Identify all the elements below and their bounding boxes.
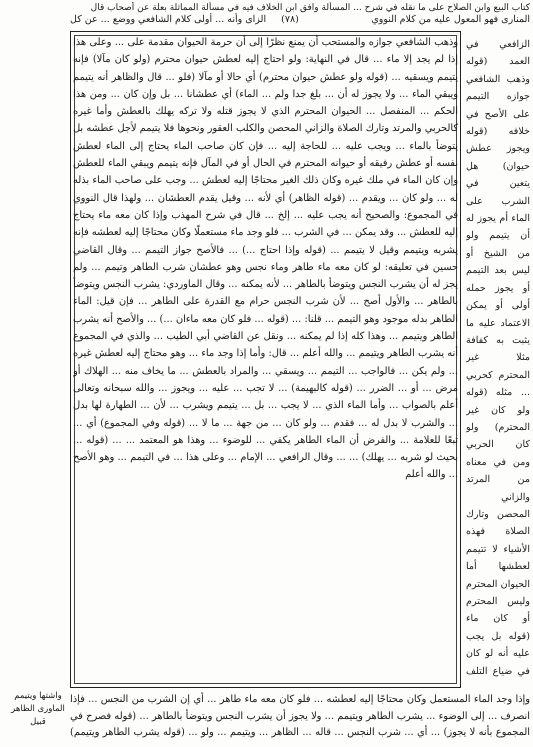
page-number: (٧٨) [281, 14, 299, 25]
main-paragraph: وذهب الشافعي جوازه والمستحب أن يمنع نظرًا إلى أن حرمة الحيوان مقدمة على ... وعلى هذا إذا لم يجد إلا ماء ... قال في النهاية: ولو احتاج إليه لعطش حيوان محترم (ولو كان مآلا) فإنه يتيمم ويسقيه ... (قوله ولو عطش حيوان محترم) أي حالا أو مآلا (فلو ... قال والظاهر أنه يتيمم ويبقي الماء ... ولا يجوز له أن ... بلغ جدا ولم ... الماء) أي عطشانا ... بل وإن كان ... ومن هذا الحكم ... المنفصل ... الحيوان المحترم الذي لا يجوز قتله ولا تركه يهلك بالعطش وأما غيره كالحربي والمرتد وتارك الصلاة والزاني المحصن والكلب العقور ونحوها فلا يتيمم لأجل عطشه بل يتوضأ بالماء ... ويجب عليه ... للحاجة إليه ... فإن كان صاحب الماء يحتاج إلى الماء لعطش نفسه أو عطش رفيقه أو حيوانه المحترم في الحال أو في المآل فإنه يتيمم ويبقي الماء للعطش وإن كان الماء في ملك غيره وكان ذلك الغير محتاجًا إليه لعطش ... وجب على صاحب الماء بذله له ... ولو كان ... ويقدم ... (قوله الظاهر) أي لأنه ... وقيل يقدم العطشان ... ولهذا قال النووي في المجموع: والصحيح أنه يجب عليه ... إلخ ... قال في شرح المهذب وإذا كان معه ماء يحتاج إليه للعطش ... وقد يمكن ... في الشرب ... فلو وجد ماء مستعملًا وكان محتاجًا إليه لعطشه فإنه يشربه ويتيمم وقيل لا يتيمم ... (قوله وإذا احتاج ...) ... فالأصح جواز التيمم ... وقال القاضي حسين في تعليقه: لو كان معه ماء طاهر وماء نجس وهو عطشان شرب الطاهر وتيمم ... ولم يجز له أن يشرب النجس ويتوضأ بالطاهر ... لأنه يمكنه ... وقال الماوردي: يشرب النجس ويتوضأ بالطاهر ... والأول أصح ... لأن شرب النجس حرام مع القدرة على الطاهر ... فإن قيل: الماء الطاهر بدله موجود وهو التيمم ... قلنا: ... (قوله ... فلو كان معه ماءان ...) ... والأصح أنه يشرب الطاهر ويتيمم ... وهذا كله إذا لم يمكنه ... ونقل عن القاضي أبي الطيب ... والذي في المجموع أنه يشرب الطاهر ويتيمم ... والله أعلم ... قال: وأما إذا وجد ماء ... وهو محتاج إليه لعطش غيره ... ولم يكن ... فالواجب ... التيمم ... ويسقي ... والمراد بالعطش ... ما يخاف منه ... الهلاك أو مرض ... أو ... الضرر ... (قوله كالبهيمة) ... لا تجب ... عليه ... ويجوز ... والله سبحانه وتعالى أعلم بالصواب ... وأما الماء الذي ... لا يجب ... بل ... يتيمم ويشرب ... لأن ... الطهارة لها بدل ... والشرب لا بدل له ... فقدم ... ولو كان ... من جهة ... ما لا ... (قوله وفي المجموع) أي ... تبعًا للعلامة ... والفرض أن الماء الطاهر يكفي ... للوضوء ... وهذا هو المعتمد ... ... (قوله ... بحيث لو شربه ... يهلك) ... ... وقال الرافعي ... الإمام ... وعلى هذا ... في التيمم ... وهو الأصح ... والله أعلم [73, 37, 458, 481]
footer-paragraph: وإذا وجد الماء المستعمل وكان محتاجًا إليه لعطشه ... فلو كان معه ماء طاهر ... أي إن الشرب من النجس ... فإذا انصرف ... إلى الوضوء ... يشرب الطاهر ويتيمم ... ولا يجوز أن يشرب النجس ويتوضأ بالطاهر ... (قوله فصرح في المجموع بأنه لا يجوز) ... أي ... شرب النجس ... قاله ... الظاهر ... ويتيمم ... ولو ... (قوله يشرب الطاهر ويتيمم) [70, 694, 530, 738]
page-header [70, 13, 530, 27]
margin-column [466, 36, 530, 681]
top-line: كتاب البيع وابن الصلاح على ما نقله في شرح ... المسألة وافق ابن الخلاف فيه في مسألة المماثلة بعلة عن أصحاب قال [90, 3, 530, 13]
header-left-title: الزاى وأنه ... أولى كلام الشافعي ووضع ... عن كل [70, 14, 267, 25]
header-right-title: المنارى فهو المعول عليه من كلام النووي [371, 14, 530, 25]
left-margin-note: واشتها ويتيمم الماورى الظاهر قبيل [11, 691, 65, 727]
main-text [73, 34, 458, 685]
footer-text [70, 692, 530, 744]
margin-text: الزافعي في العمد (قوله وذهب الشافعي جوازه التيمم على الأصح في خلافه (قوله ويجوز عطش حيوان) هل يتعين في الشرب على الماء أم يجوز له أن يتيمم ولو من الشيخ أو ليس بعد التيمم أو يجوز حمله أولى أو يمكن الاعتماد عليه ما يثبت به كفافة مثلا غير المحترم كحربي ... مثله (قوله ولو كان غير المحترم) ولو كان الحربي ومن في معناه من المرتد والزاني المحصن وتارك الصلاة فهذه الأشياء لا تتيمم لعطشها أما الحيوان المحترم وليس المحترم أو كان ماء (قوله بل يجب عليه أنه لو كان في ضياع التلف [466, 39, 530, 677]
